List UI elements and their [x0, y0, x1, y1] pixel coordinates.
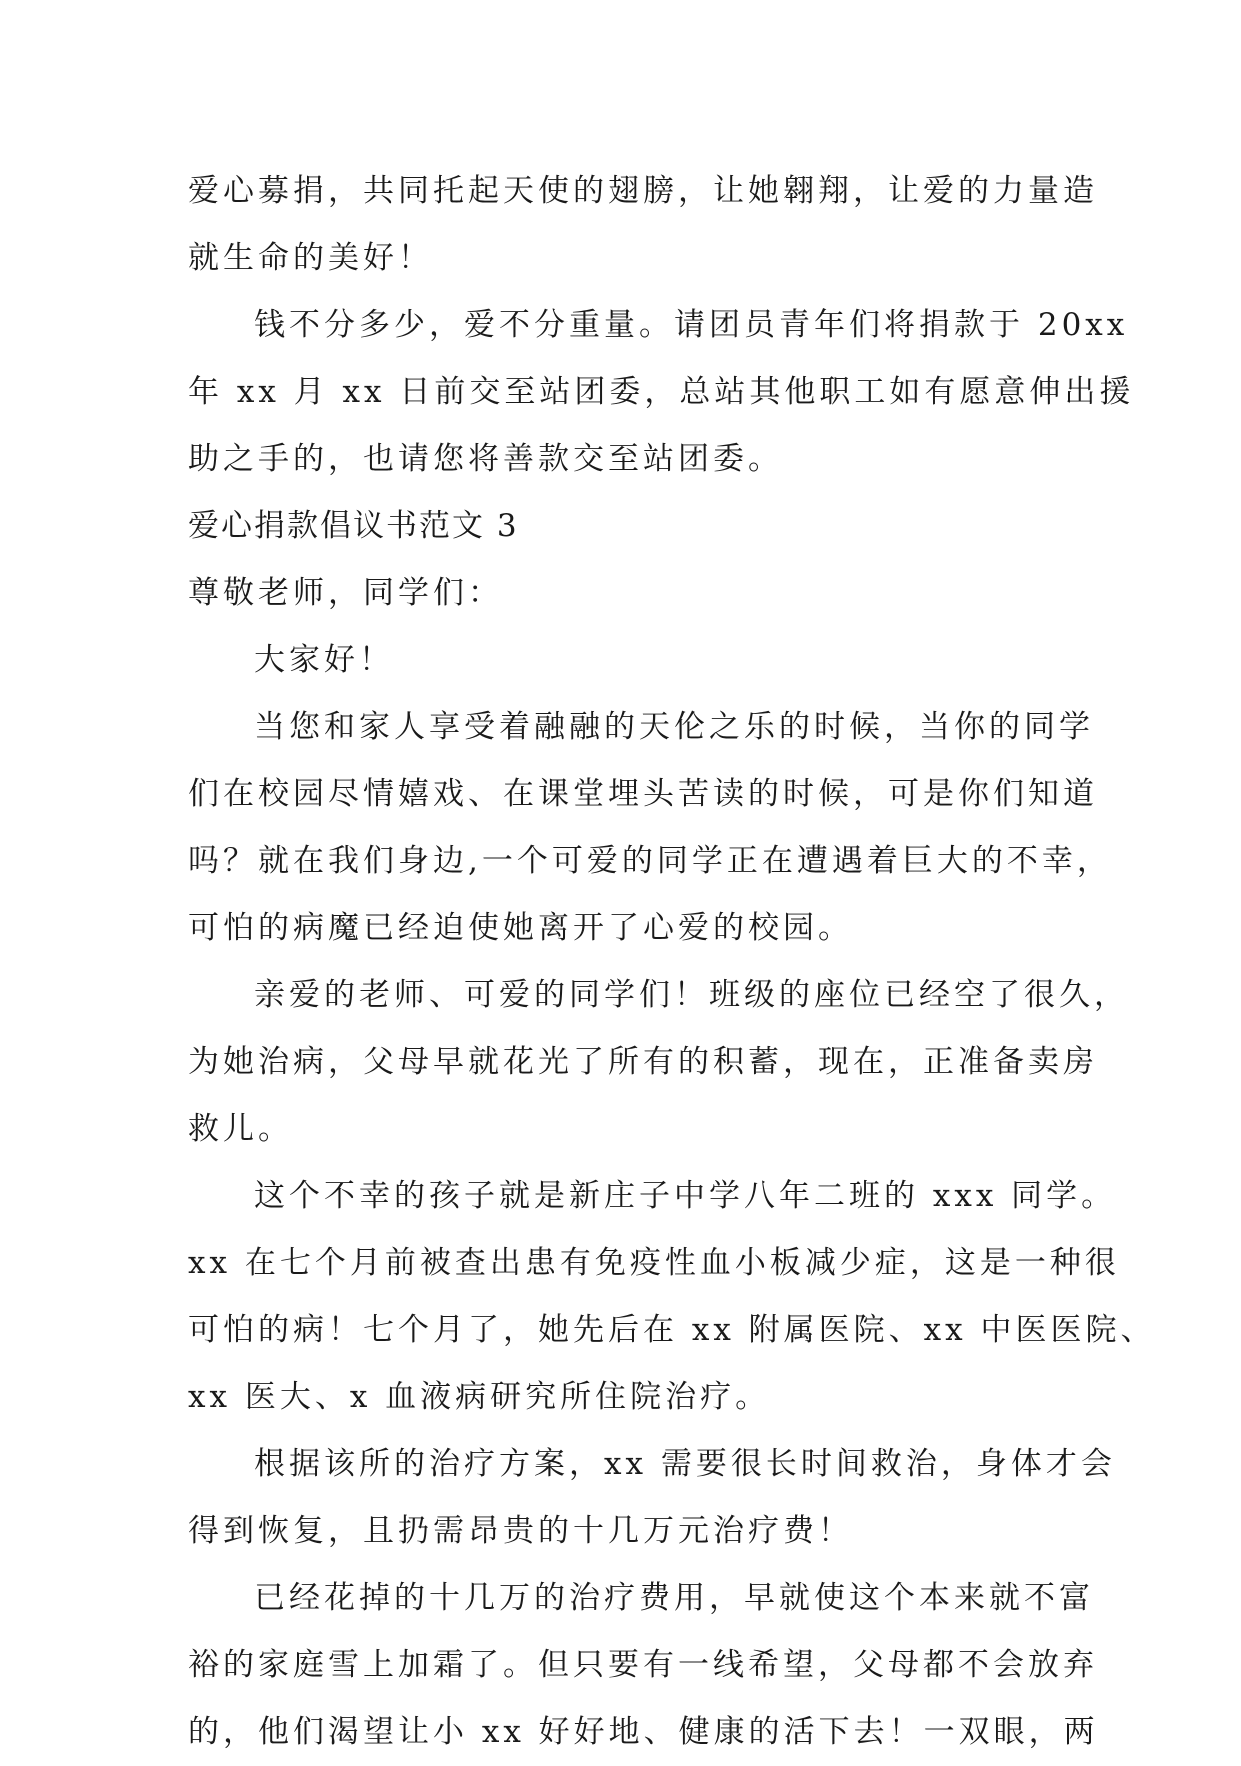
paragraph-line: xx 医大、x 血液病研究所住院治疗。 — [188, 1379, 771, 1415]
paragraph-line: 可怕的病！七个月了，她先后在 xx 附属医院、xx 中医医院、 — [188, 1312, 1156, 1348]
paragraph-line: 就生命的美好！ — [188, 240, 433, 276]
paragraph-line: 吗？就在我们身边,一个可爱的同学正在遭遇着巨大的不幸， — [188, 843, 1112, 879]
paragraph-line: 钱不分多少，爱不分重量。请团员青年们将捐款于 20xx — [254, 307, 1129, 343]
paragraph-line: 们在校园尽情嬉戏、在课堂埋头苦读的时候，可是你们知道 — [188, 776, 1098, 812]
paragraph-line: xx 在七个月前被查出患有免疫性血小板减少症，这是一种很 — [188, 1245, 1120, 1281]
paragraph-line: 可怕的病魔已经迫使她离开了心爱的校园。 — [188, 910, 853, 946]
paragraph-line: 救儿。 — [188, 1111, 293, 1147]
paragraph-line: 亲爱的老师、可爱的同学们！班级的座位已经空了很久， — [254, 977, 1129, 1013]
section-heading: 爱心捐款倡议书范文 3 — [188, 508, 519, 544]
paragraph-line: 得到恢复，且扔需昂贵的十几万元治疗费！ — [188, 1513, 853, 1549]
paragraph-line: 为她治病，父母早就花光了所有的积蓄，现在，正准备卖房 — [188, 1044, 1098, 1080]
paragraph-line: 当您和家人享受着融融的天伦之乐的时候，当你的同学 — [254, 709, 1094, 745]
paragraph-line: 爱心募捐，共同托起天使的翅膀，让她翱翔，让爱的力量造 — [188, 173, 1098, 209]
paragraph-line: 的，他们渴望让小 xx 好好地、健康的活下去！一双眼，两 — [188, 1714, 1099, 1750]
greeting: 大家好！ — [254, 642, 394, 678]
paragraph-line: 裕的家庭雪上加霜了。但只要有一线希望，父母都不会放弃 — [188, 1647, 1098, 1683]
salutation: 尊敬老师，同学们： — [188, 575, 503, 611]
paragraph-line: 助之手的，也请您将善款交至站团委。 — [188, 441, 783, 477]
paragraph-line: 已经花掉的十几万的治疗费用，早就使这个本来就不富 — [254, 1580, 1094, 1616]
paragraph-line: 年 xx 月 xx 日前交至站团委，总站其他职工如有愿意伸出援 — [188, 374, 1135, 410]
paragraph-line: 这个不幸的孩子就是新庄子中学八年二班的 xxx 同学。 — [254, 1178, 1117, 1214]
document-body — [188, 158, 1156, 1766]
paragraph-line: 根据该所的治疗方案，xx 需要很长时间救治，身体才会 — [254, 1446, 1116, 1482]
